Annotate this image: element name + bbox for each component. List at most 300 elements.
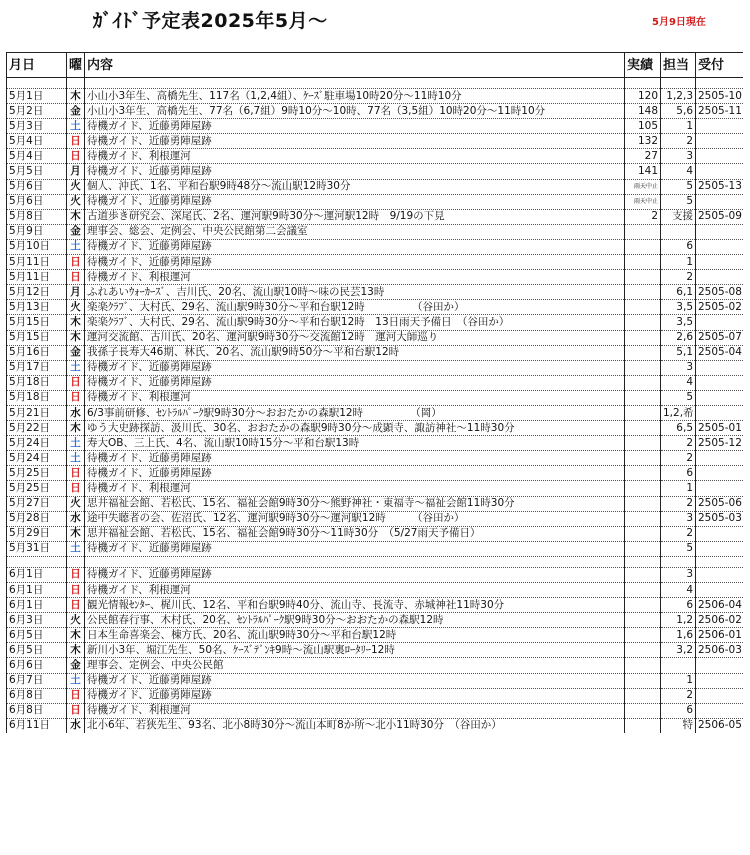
guide-cell: 5	[661, 194, 696, 209]
actual-cell: 27	[625, 149, 661, 164]
guide-cell: 6,5	[661, 421, 696, 436]
content-cell: 途中失聴者の会、佐沼氏、12名、運河駅9時30分～運河駅12時 （谷田か）	[85, 511, 625, 526]
reception-cell	[696, 703, 743, 718]
reception-cell	[696, 270, 743, 285]
weekday-cell: 月	[67, 285, 85, 300]
content-cell: 待機ガイド、利根運河	[85, 481, 625, 496]
weekday-cell: 日	[67, 255, 85, 270]
actual-cell: 148	[625, 104, 661, 119]
guide-cell: 1,2	[661, 613, 696, 628]
weekday-cell: 日	[67, 567, 85, 582]
reception-cell	[696, 134, 743, 149]
weekday-cell: 金	[67, 104, 85, 119]
date-cell: 5月4日	[7, 149, 67, 164]
date-cell	[7, 78, 67, 89]
table-row	[7, 673, 743, 688]
guide-cell: 6	[661, 239, 696, 254]
actual-cell	[625, 421, 661, 436]
reception-cell	[696, 567, 743, 582]
guide-cell: 5,1	[661, 345, 696, 360]
actual-cell	[625, 239, 661, 254]
guide-cell: 3	[661, 360, 696, 375]
guide-cell: 1	[661, 481, 696, 496]
content-cell: 6/3事前研修、ｾﾝﾄﾗﾙﾊﾟｰｸ駅9時30分～おおたかの森駅12時 （岡）	[85, 405, 625, 420]
reception-cell	[696, 451, 743, 466]
guide-cell: 1,2,希	[661, 405, 696, 420]
weekday-cell: 水	[67, 405, 85, 420]
date-cell: 5月24日	[7, 436, 67, 451]
table-row	[7, 421, 743, 436]
weekday-cell: 月	[67, 164, 85, 179]
guide-cell: 6	[661, 703, 696, 718]
content-cell: 待機ガイド、近藤勇陣屋跡	[85, 194, 625, 209]
actual-cell	[625, 270, 661, 285]
content-cell: 待機ガイド、近藤勇陣屋跡	[85, 239, 625, 254]
weekday-cell: 水	[67, 718, 85, 733]
actual-cell	[625, 330, 661, 345]
actual-cell	[625, 628, 661, 643]
guide-cell: 5	[661, 541, 696, 556]
actual-cell	[625, 583, 661, 598]
table-row	[7, 194, 743, 209]
guide-cell: 1,2,3	[661, 89, 696, 104]
date-cell: 5月11日	[7, 270, 67, 285]
table-row	[7, 315, 743, 330]
content-cell: 小山小3年生、高橋先生、77名（6,7組）9時10分～10時、77名（3,5組）10時20分～11時10分	[85, 104, 625, 119]
weekday-cell: 日	[67, 688, 85, 703]
date-cell: 6月11日	[7, 718, 67, 733]
reception-cell: 2506-01	[696, 628, 743, 643]
header-date: 月日	[7, 53, 67, 78]
date-cell: 5月28日	[7, 511, 67, 526]
date-cell: 6月1日	[7, 583, 67, 598]
guide-cell	[661, 224, 696, 239]
actual-cell	[625, 673, 661, 688]
content-cell: 我孫子長寿大46期、林氏、20名、流山駅9時50分～平和台駅12時	[85, 345, 625, 360]
actual-cell	[625, 556, 661, 567]
date-cell: 5月18日	[7, 375, 67, 390]
content-cell: 待機ガイド、利根運河	[85, 270, 625, 285]
reception-cell: 2505-04	[696, 345, 743, 360]
reception-cell	[696, 405, 743, 420]
table-row	[7, 703, 743, 718]
table-row	[7, 496, 743, 511]
actual-cell	[625, 613, 661, 628]
reception-cell: 2506-04	[696, 598, 743, 613]
table-row	[7, 375, 743, 390]
header-content: 内容	[85, 53, 625, 78]
table-row	[7, 390, 743, 405]
table-row	[7, 598, 743, 613]
content-cell: 新川小3年、堀江先生、50名、ｹｰｽﾞﾃﾞﾝｷ9時～流山駅裏ﾛｰﾀﾘｰ12時	[85, 643, 625, 658]
table-row	[7, 718, 743, 733]
weekday-cell: 日	[67, 481, 85, 496]
actual-cell	[625, 718, 661, 733]
table-row	[7, 224, 743, 239]
date-cell: 6月3日	[7, 613, 67, 628]
content-cell	[85, 78, 625, 89]
content-cell: 楽楽ｸﾗﾌﾞ、大村氏、29名、流山駅9時30分～平和台駅12時 （谷田か）	[85, 300, 625, 315]
actual-cell	[625, 567, 661, 582]
weekday-cell: 木	[67, 89, 85, 104]
date-cell: 5月21日	[7, 405, 67, 420]
reception-cell	[696, 78, 743, 89]
guide-cell: 2	[661, 496, 696, 511]
actual-cell	[625, 360, 661, 375]
content-cell: 個人、沖氏、1名、平和台駅9時48分～流山駅12時30分	[85, 179, 625, 194]
content-cell: 待機ガイド、近藤勇陣屋跡	[85, 567, 625, 582]
content-cell: 待機ガイド、近藤勇陣屋跡	[85, 134, 625, 149]
table-row	[7, 643, 743, 658]
table-row	[7, 511, 743, 526]
content-cell: 理事会、総会、定例会、中央公民館第二会議室	[85, 224, 625, 239]
actual-cell: 132	[625, 134, 661, 149]
table-row	[7, 526, 743, 541]
actual-cell	[625, 658, 661, 673]
content-cell: 古道歩き研究会、深尾氏、2名、運河駅9時30分～運河駅12時 9/19の下見	[85, 209, 625, 224]
guide-cell: 2	[661, 436, 696, 451]
content-cell: 寿大OB、三上氏、4名、流山駅10時15分～平和台駅13時	[85, 436, 625, 451]
guide-cell: 2	[661, 134, 696, 149]
actual-cell	[625, 194, 661, 209]
actual-cell	[625, 405, 661, 420]
actual-cell: 105	[625, 119, 661, 134]
date-cell: 6月5日	[7, 643, 67, 658]
guide-cell: 6	[661, 598, 696, 613]
as-of-date: 5月9日現在	[652, 17, 706, 28]
actual-cell	[625, 390, 661, 405]
guide-cell: 4	[661, 164, 696, 179]
weekday-cell: 日	[67, 375, 85, 390]
content-cell: 待機ガイド、近藤勇陣屋跡	[85, 164, 625, 179]
actual-cell	[625, 285, 661, 300]
date-cell: 5月8日	[7, 209, 67, 224]
actual-cell	[625, 511, 661, 526]
guide-cell: 2	[661, 451, 696, 466]
guide-cell: 3	[661, 149, 696, 164]
table-row	[7, 613, 743, 628]
guide-cell: 特	[661, 718, 696, 733]
guide-cell: 6	[661, 466, 696, 481]
reception-cell	[696, 149, 743, 164]
guide-cell: 1	[661, 255, 696, 270]
reception-cell	[696, 481, 743, 496]
date-cell: 5月31日	[7, 541, 67, 556]
reception-cell: 2506-05	[696, 718, 743, 733]
weekday-cell: 木	[67, 628, 85, 643]
date-cell: 5月24日	[7, 451, 67, 466]
weekday-cell	[67, 78, 85, 89]
content-cell	[85, 556, 625, 567]
reception-cell	[696, 194, 743, 209]
date-cell: 5月27日	[7, 496, 67, 511]
reception-cell	[696, 360, 743, 375]
table-row	[7, 541, 743, 556]
reception-cell	[696, 119, 743, 134]
guide-cell	[661, 78, 696, 89]
date-cell: 5月15日	[7, 330, 67, 345]
weekday-cell: 木	[67, 643, 85, 658]
table-row	[7, 481, 743, 496]
table-row	[7, 628, 743, 643]
weekday-cell: 日	[67, 270, 85, 285]
content-cell: ゆう大史跡探訪、汲川氏、30名、おおたかの森駅9時30分～成顕寺、諏訪神社～11時30分	[85, 421, 625, 436]
date-cell: 5月12日	[7, 285, 67, 300]
weekday-cell: 木	[67, 330, 85, 345]
content-cell: 日本生命喜楽会、棟方氏、20名、流山駅9時30分～平和台駅12時	[85, 628, 625, 643]
actual-cell	[625, 496, 661, 511]
guide-cell: 4	[661, 375, 696, 390]
content-cell: 公民館春行事、木村氏、20名、ｾﾝﾄﾗﾙﾊﾟｰｸ駅9時30分～おおたかの森駅12時	[85, 613, 625, 628]
reception-cell	[696, 688, 743, 703]
date-cell: 6月1日	[7, 567, 67, 582]
content-cell: 思井福祉会館、若松氏、15名、福祉会館9時30分～熊野神社・東福寺～福祉会館11時30分	[85, 496, 625, 511]
content-cell: 待機ガイド、近藤勇陣屋跡	[85, 119, 625, 134]
guide-cell	[661, 556, 696, 567]
guide-cell: 2	[661, 526, 696, 541]
table-row	[7, 179, 743, 194]
weekday-cell: 日	[67, 390, 85, 405]
table-row	[7, 149, 743, 164]
reception-cell	[696, 224, 743, 239]
actual-cell	[625, 436, 661, 451]
date-cell: 5月2日	[7, 104, 67, 119]
weekday-cell: 木	[67, 315, 85, 330]
reception-cell	[696, 375, 743, 390]
actual-cell	[625, 598, 661, 613]
date-cell: 5月25日	[7, 481, 67, 496]
content-cell: 楽楽ｸﾗﾌﾞ、大村氏、29名、流山駅9時30分～平和台駅12時 13日雨天予備日 （谷田か）	[85, 315, 625, 330]
guide-cell: 5	[661, 179, 696, 194]
content-cell: 観光情報ｾﾝﾀｰ、梶川氏、12名、平和台駅9時40分、流山寺、長流寺、赤城神社11時30分	[85, 598, 625, 613]
weekday-cell: 水	[67, 511, 85, 526]
weekday-cell: 金	[67, 224, 85, 239]
content-cell: 待機ガイド、近藤勇陣屋跡	[85, 255, 625, 270]
table-row	[7, 300, 743, 315]
content-cell: 待機ガイド、近藤勇陣屋跡	[85, 375, 625, 390]
reception-cell	[696, 541, 743, 556]
header-day: 曜	[67, 53, 85, 78]
guide-cell: 1	[661, 119, 696, 134]
header-guide: 担当	[661, 53, 696, 78]
actual-cell: 2	[625, 209, 661, 224]
table-row	[7, 134, 743, 149]
weekday-cell: 土	[67, 436, 85, 451]
table-row	[7, 567, 743, 582]
content-cell: 待機ガイド、近藤勇陣屋跡	[85, 541, 625, 556]
date-cell	[7, 556, 67, 567]
table-row	[7, 164, 743, 179]
guide-cell: 4	[661, 583, 696, 598]
content-cell: 待機ガイド、利根運河	[85, 390, 625, 405]
reception-cell	[696, 658, 743, 673]
table-row	[7, 583, 743, 598]
weekday-cell: 日	[67, 583, 85, 598]
date-cell: 5月10日	[7, 239, 67, 254]
actual-cell	[625, 375, 661, 390]
table-row	[7, 209, 743, 224]
guide-cell: 1	[661, 673, 696, 688]
guide-cell: 3	[661, 511, 696, 526]
reception-cell: 2505-12	[696, 436, 743, 451]
weekday-cell: 火	[67, 613, 85, 628]
table-row	[7, 451, 743, 466]
header-reception: 受付	[696, 53, 743, 78]
reception-cell: 2506-03	[696, 643, 743, 658]
weekday-cell: 金	[67, 345, 85, 360]
table-row	[7, 330, 743, 345]
content-cell: 北小6年、若狭先生、93名、北小8時30分～流山本町8か所～北小11時30分 （谷田か）	[85, 718, 625, 733]
weekday-cell: 火	[67, 300, 85, 315]
guide-cell: 2,6	[661, 330, 696, 345]
table-row	[7, 285, 743, 300]
table-row	[7, 255, 743, 270]
weekday-cell: 日	[67, 598, 85, 613]
reception-cell: 2505-13	[696, 179, 743, 194]
reception-cell	[696, 315, 743, 330]
reception-cell: 2505-07	[696, 330, 743, 345]
reception-cell	[696, 466, 743, 481]
table-row	[7, 658, 743, 673]
date-cell: 6月8日	[7, 688, 67, 703]
actual-cell	[625, 300, 661, 315]
date-cell: 5月6日	[7, 179, 67, 194]
weekday-cell: 土	[67, 541, 85, 556]
actual-cell	[625, 481, 661, 496]
content-cell: 運河交流館、古川氏、20名、運河駅9時30分～交流館12時 運河大師巡り	[85, 330, 625, 345]
guide-cell: 1,6	[661, 628, 696, 643]
content-cell: 待機ガイド、利根運河	[85, 583, 625, 598]
date-cell: 5月29日	[7, 526, 67, 541]
reception-cell: 2505-03	[696, 511, 743, 526]
table-row	[7, 466, 743, 481]
date-cell: 5月6日	[7, 194, 67, 209]
content-cell: 待機ガイド、近藤勇陣屋跡	[85, 451, 625, 466]
actual-cell	[625, 315, 661, 330]
spacer-row	[7, 556, 743, 567]
reception-cell: 2506-02	[696, 613, 743, 628]
actual-cell: 141	[625, 164, 661, 179]
content-cell: 待機ガイド、近藤勇陣屋跡	[85, 360, 625, 375]
weekday-cell: 日	[67, 149, 85, 164]
reception-cell	[696, 390, 743, 405]
reception-cell: 2505-09	[696, 209, 743, 224]
date-cell: 5月25日	[7, 466, 67, 481]
actual-cell	[625, 541, 661, 556]
guide-cell: 5	[661, 390, 696, 405]
date-cell: 5月22日	[7, 421, 67, 436]
actual-cell	[625, 703, 661, 718]
reception-cell	[696, 239, 743, 254]
table-row	[7, 119, 743, 134]
table-row	[7, 360, 743, 375]
date-cell: 6月7日	[7, 673, 67, 688]
date-cell: 6月5日	[7, 628, 67, 643]
content-cell: 小山小3年生、高橋先生、117名（1,2,4組）、ｹｰｽﾞ駐車場10時20分～11時10分	[85, 89, 625, 104]
header-row	[7, 53, 743, 78]
date-cell: 5月9日	[7, 224, 67, 239]
content-cell: 理事会、定例会、中央公民館	[85, 658, 625, 673]
table-row	[7, 104, 743, 119]
actual-cell	[625, 255, 661, 270]
schedule-table	[6, 52, 743, 733]
weekday-cell: 火	[67, 179, 85, 194]
weekday-cell: 火	[67, 194, 85, 209]
rain-cancel-note: 雨天中止	[633, 182, 658, 190]
weekday-cell: 土	[67, 239, 85, 254]
weekday-cell: 木	[67, 421, 85, 436]
actual-cell	[625, 466, 661, 481]
weekday-cell: 土	[67, 119, 85, 134]
table-row	[7, 89, 743, 104]
rain-cancel-note: 雨天中止	[633, 197, 658, 205]
guide-cell: 2	[661, 688, 696, 703]
date-cell: 6月1日	[7, 598, 67, 613]
date-cell: 5月3日	[7, 119, 67, 134]
weekday-cell: 日	[67, 134, 85, 149]
weekday-cell: 火	[67, 496, 85, 511]
weekday-cell: 土	[67, 673, 85, 688]
guide-cell: 3,5	[661, 315, 696, 330]
guide-cell: 3,5	[661, 300, 696, 315]
actual-cell	[625, 526, 661, 541]
actual-cell	[625, 345, 661, 360]
reception-cell	[696, 583, 743, 598]
date-cell: 5月17日	[7, 360, 67, 375]
content-cell: 待機ガイド、利根運河	[85, 703, 625, 718]
table-row	[7, 688, 743, 703]
reception-cell: 2505-11	[696, 104, 743, 119]
reception-cell: 2505-10	[696, 89, 743, 104]
date-cell: 5月5日	[7, 164, 67, 179]
date-cell: 5月4日	[7, 134, 67, 149]
actual-cell	[625, 688, 661, 703]
guide-cell: 支援	[661, 209, 696, 224]
table-row	[7, 345, 743, 360]
page-title: ｶﾞｲﾄﾞ予定表2025年5月～	[93, 10, 328, 32]
content-cell: 待機ガイド、近藤勇陣屋跡	[85, 688, 625, 703]
weekday-cell: 木	[67, 209, 85, 224]
guide-cell: 2	[661, 270, 696, 285]
content-cell: 待機ガイド、近藤勇陣屋跡	[85, 673, 625, 688]
date-cell: 5月13日	[7, 300, 67, 315]
guide-cell: 6,1	[661, 285, 696, 300]
reception-cell: 2505-01	[696, 421, 743, 436]
table-row	[7, 436, 743, 451]
guide-cell: 5,6	[661, 104, 696, 119]
date-cell: 5月15日	[7, 315, 67, 330]
content-cell: ふれあいｳｫｰｶｰｽﾞ、吉川氏、20名、流山駅10時～味の民芸13時	[85, 285, 625, 300]
content-cell: 待機ガイド、近藤勇陣屋跡	[85, 466, 625, 481]
actual-cell	[625, 643, 661, 658]
spacer-row	[7, 78, 743, 89]
header-actual: 実績	[625, 53, 661, 78]
table-row	[7, 270, 743, 285]
weekday-cell: 日	[67, 466, 85, 481]
date-cell: 6月6日	[7, 658, 67, 673]
date-cell: 5月11日	[7, 255, 67, 270]
reception-cell	[696, 673, 743, 688]
date-cell: 6月8日	[7, 703, 67, 718]
reception-cell: 2505-06	[696, 496, 743, 511]
weekday-cell: 金	[67, 658, 85, 673]
content-cell: 待機ガイド、利根運河	[85, 149, 625, 164]
weekday-cell: 土	[67, 360, 85, 375]
actual-cell	[625, 224, 661, 239]
actual-cell	[625, 78, 661, 89]
table-row	[7, 405, 743, 420]
content-cell: 思井福祉会館、若松氏、15名、福祉会館9時30分～11時30分 （5/27雨天予備日）	[85, 526, 625, 541]
